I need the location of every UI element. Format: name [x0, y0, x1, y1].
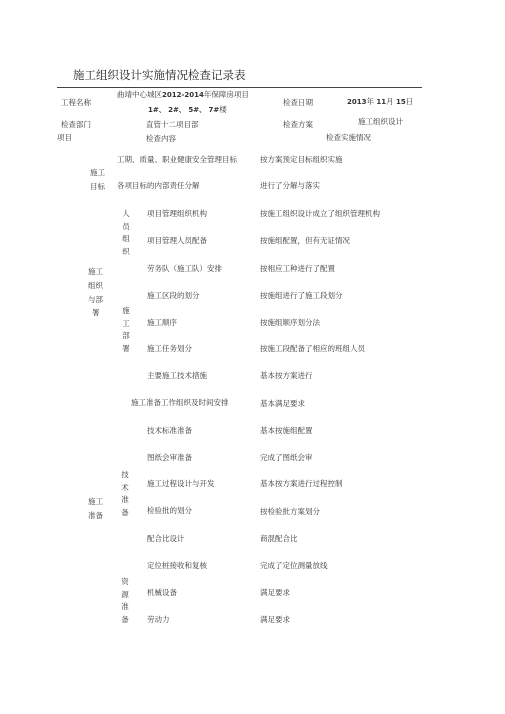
dept-value: 直管十二项目部 [146, 120, 199, 129]
prep-label-line1: 施工 [88, 497, 103, 506]
deploy-row-1-status: 按施工组织设计成立了组织管理机构 [260, 209, 380, 218]
prep-row-4-status: 按检验批方案划分 [260, 507, 320, 516]
prep-row-3-content: 施工过程设计与开发 [147, 479, 215, 488]
personnel-org-label: 人员组织 [122, 209, 130, 256]
deploy-label-line2: 组织 [88, 281, 103, 290]
prep-row-6-status: 完成了定位测量放线 [260, 561, 328, 570]
content-label: 检查内容 [146, 134, 176, 143]
goal-row-1-content: 工期、质量、职业健康安全管理目标 [117, 155, 237, 164]
deploy-row-5-status: 按施组顺序划分法 [260, 318, 320, 327]
deploy-row-8-status: 基本满足要求 [260, 399, 305, 408]
prep-row-7-content: 机械设备 [147, 588, 177, 597]
prep-row-7-status: 满足要求 [260, 588, 290, 597]
goal-row-2-content: 各项目标的内部责任分解 [117, 181, 200, 190]
deploy-row-7-status: 基本按方案进行 [260, 371, 313, 380]
project-name-value-line1: 曲靖中心城区2012-2014年保障房项目 [117, 90, 249, 99]
deploy-row-5-content: 施工顺序 [147, 318, 177, 327]
prep-row-2-status: 完成了图纸会审 [260, 453, 313, 462]
deploy-row-6-content: 施工任务划分 [147, 344, 192, 353]
prep-row-8-status: 满足要求 [260, 615, 290, 624]
prep-row-1-status: 基本按施组配置 [260, 426, 313, 435]
item-label: 项目 [57, 133, 72, 142]
deploy-row-8-content: 施工准备工作组织及时间安排 [131, 398, 229, 407]
deploy-row-3-status: 按相应工种进行了配置 [260, 264, 335, 273]
deploy-row-1-content: 项目管理组织机构 [147, 209, 207, 218]
deploy-label-line4: 署 [92, 308, 100, 317]
prep-row-4-content: 检验批的划分 [147, 506, 192, 515]
project-name-value-line2: 1#、 2#、 5#、 7#楼 [148, 105, 227, 114]
deploy-row-3-content: 劳务队（施工队）安排 [147, 264, 222, 273]
check-date-label: 检查日期 [283, 98, 313, 107]
deploy-label-line1: 施工 [88, 267, 103, 276]
prep-row-2-content: 图纸会审准备 [147, 453, 192, 462]
project-name-label: 工程名称 [61, 98, 91, 107]
status-label: 检查实施情况 [326, 133, 371, 142]
prep-row-3-status: 基本按方案进行过程控制 [260, 479, 343, 488]
title-rule [57, 87, 422, 88]
construction-deploy-label: 施工部署 [122, 306, 130, 353]
deploy-row-6-status: 按施工段配备了相应的班组人员 [260, 344, 365, 353]
deploy-row-2-status: 按施组配置，但有无证情况 [260, 236, 350, 245]
plan-label: 检查方案 [283, 120, 313, 129]
prep-row-8-content: 劳动力 [147, 615, 170, 624]
deploy-row-4-status: 按施组进行了施工段划分 [260, 291, 343, 300]
dept-label: 检查部门 [61, 120, 91, 129]
resource-prep-label: 资源准备 [121, 577, 129, 624]
prep-row-5-status: 商混配合比 [260, 534, 298, 543]
goal-label-line1: 施工 [90, 168, 105, 177]
prep-label-line2: 准备 [88, 511, 103, 520]
prep-row-1-content: 技术标准准备 [147, 426, 192, 435]
plan-value: 施工组织设计 [358, 117, 403, 126]
page-title: 施工组织设计实施情况检查记录表 [73, 68, 246, 82]
deploy-row-2-content: 项目管理人员配备 [147, 236, 207, 245]
deploy-label-line3: 与部 [88, 295, 103, 304]
goal-row-2-status: 进行了分解与落实 [260, 181, 320, 190]
tech-prep-label: 技术准备 [121, 470, 129, 517]
prep-row-6-content: 定位桩接收和复核 [147, 561, 207, 570]
deploy-row-7-content: 主要施工技术措施 [147, 371, 207, 380]
goal-row-1-status: 按方案预定目标组织实施 [260, 155, 343, 164]
goal-label-line2: 目标 [90, 182, 105, 191]
prep-row-5-content: 配合比设计 [147, 534, 185, 543]
check-date-value: 2013年 11月 15日 [347, 97, 414, 106]
deploy-row-4-content: 施工区段的划分 [147, 291, 200, 300]
